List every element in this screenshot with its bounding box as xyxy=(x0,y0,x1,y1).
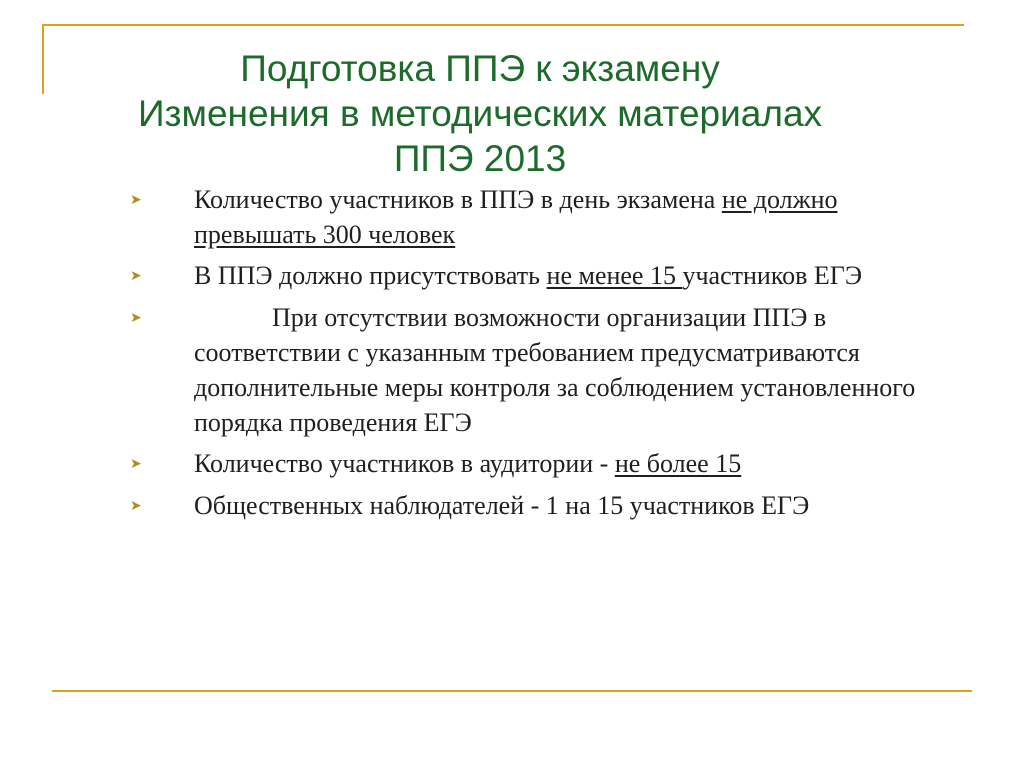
chevron-right-icon: ➤ xyxy=(130,268,142,284)
bullet-text-1 xyxy=(194,182,950,252)
bullet-list xyxy=(130,182,950,530)
chevron-right-icon: ➤ xyxy=(130,498,142,514)
bullet-1-text: Количество участников в ППЭ в день экзамена xyxy=(194,185,722,214)
bullet-item-2 xyxy=(130,258,950,294)
bullet-2-trailing-text: участников ЕГЭ xyxy=(682,261,862,290)
bullet-2-text: В ППЭ должно присутствовать xyxy=(194,261,547,290)
bullet-item-5 xyxy=(130,488,950,524)
title-line-2: Изменения в методических материалах xyxy=(137,93,823,134)
chevron-right-icon: ➤ xyxy=(130,456,142,472)
bullet-2-underlined-text: не менее 15 xyxy=(546,261,683,290)
bullet-item-4 xyxy=(130,446,950,482)
slide-title xyxy=(100,46,860,181)
chevron-right-icon: ➤ xyxy=(130,310,142,326)
title-line-3: ППЭ 2013 xyxy=(393,138,567,179)
bullet-4-text: Количество участников в аудитории - xyxy=(194,449,615,478)
bullet-1-underlined-text: не должно превышать 300 человек xyxy=(194,185,838,249)
bullet-text-4 xyxy=(194,446,741,481)
bullet-5-text: Общественных наблюдателей - 1 на 15 участников ЕГЭ xyxy=(194,491,810,520)
top-border-line xyxy=(42,24,964,26)
bullet-text-2 xyxy=(194,258,862,293)
bullet-text-5 xyxy=(194,488,809,523)
bullet-3-text: При отсутствии возможности организации ППЭ в соответствии с указанным требованием предусматриваются дополнительные меры контроля за соблюдением установленного порядка проведения ЕГЭ xyxy=(194,303,916,437)
title-line-1: Подготовка ППЭ к экзамену xyxy=(240,48,720,89)
bullet-item-3 xyxy=(130,300,950,440)
bullet-text-3 xyxy=(194,300,950,440)
bullet-4-underlined-text: не более 15 xyxy=(614,449,742,478)
chevron-right-icon: ➤ xyxy=(130,192,142,208)
bullet-item-1 xyxy=(130,182,950,252)
bottom-border-line xyxy=(52,690,972,692)
left-border-line xyxy=(42,24,44,94)
